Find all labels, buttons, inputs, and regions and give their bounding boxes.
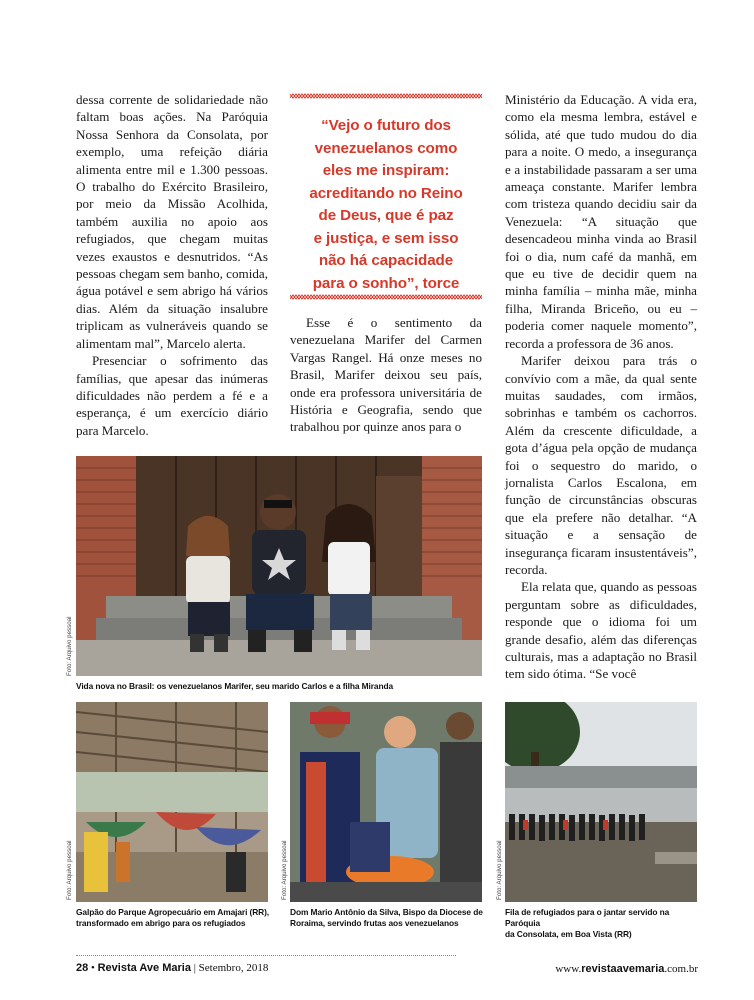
caption-main: Vida nova no Brasil: os venezuelanos Marifer, seu marido Carlos e a filha Miranda <box>76 681 394 691</box>
footer-bullet: • <box>91 962 95 974</box>
photo-credit-middle: Foto: Arquivo pessoal <box>281 840 288 900</box>
column1-paragraph-1: dessa corrente de solidariedade não faltam boas ações. Na Paróquia Nossa Senhora da Consolata, por exemplo, uma refeição diária alimenta entre mil e 1.300 pessoas. O trabalho do Exército Brasileiro, por meio da Missão Acolhida, também auxilia no apoio aos refugiados, que chegam muitas vezes exaustos e desnutridos. “As pessoas chegam sem banho, comida, água potável e sem abrigo há vários dias. Além da situação insalubre triplicam as vulneráveis quando se alimentam mal”, Marcelo alerta. <box>76 92 268 351</box>
caption-left <box>76 907 276 929</box>
url-domain: revistaavemaria <box>581 963 665 975</box>
queue-photo-illustration <box>505 702 697 902</box>
pull-quote-line: de Deus, que é paz <box>318 207 454 224</box>
photo-bishop <box>290 702 482 902</box>
pull-quote-line: para o sonho”, torce <box>312 274 460 292</box>
caption-middle-line: Dom Mario Antônio da Silva, Bispo da Diocese de <box>290 907 483 917</box>
family-photo-illustration <box>76 456 482 676</box>
footer-separator: | <box>193 962 196 974</box>
caption-right-line: da Consolata, em Boa Vista (RR) <box>505 929 632 939</box>
bishop-photo-illustration <box>290 702 482 902</box>
pull-quote-line: venezuelanos como <box>314 139 458 157</box>
photo-credit-right: Foto: Arquivo pessoal <box>496 840 503 900</box>
column2-paragraph-1: Esse é o sentimento da venezuelana Marifer del Carmen Vargas Rangel. Há onze meses no Brasil, Marifer deixou seu país, onde era professora universitária de História e Geografia, sendo que trabalhou por quinze anos para o <box>290 315 482 435</box>
photo-shelter <box>76 702 268 902</box>
page-number: 28 <box>76 962 89 974</box>
caption-left-line: transformado em abrigo para os refugiados <box>76 918 246 928</box>
pull-quote-line: e justiça, e sem isso <box>313 229 459 247</box>
column1-paragraph-2: Presenciar o sofrimento das famílias, que apesar das inúmeras dificuldades não perdem a fé e a esperança, é um exercício diário para Marcelo. <box>76 353 268 438</box>
photo-credit-main: Foto: Arquivo pessoal <box>66 616 73 676</box>
column3-paragraph-2: Marifer deixou para trás o convívio com a mãe, da qual sente muitas saudades, com irmãos, sobrinhas e também os cachorros. Além da crescente dificuldade, a gota d’água pela opção de mudança foi o sequestro do marido, o jornalista Carlos Escalona, em função de circunstâncias obscuras que ela prefere não detalhar. “A situação e a sensação de insegurança ficaram insustentáveis”, recorda. <box>505 353 697 577</box>
article-column-2 <box>290 314 482 436</box>
pull-quote-line: “Vejo o futuro dos <box>321 117 451 134</box>
photo-queue <box>505 702 697 902</box>
pull-quote-text <box>290 115 482 295</box>
article-column-3 <box>505 91 697 683</box>
photo-family <box>76 456 482 676</box>
caption-right <box>505 907 705 940</box>
column3-paragraph-3: Ela relata que, quando as pessoas perguntam sobre as dificuldades, responde que o idioma foi um grande desafio, além das diferenças culturais, mas a adaptação no Brasil tem sido ótima. “Se você <box>505 579 697 682</box>
pull-quote-line: eles me inspiram: <box>322 162 450 179</box>
caption-right-line: Fila de refugiados para o jantar servido na Paróquia <box>505 907 670 928</box>
article-column-1 <box>76 91 268 439</box>
shelter-photo-illustration <box>76 702 268 902</box>
zigzag-border-bottom <box>290 293 482 301</box>
caption-middle <box>290 907 495 929</box>
url-suffix: .com.br <box>664 963 698 975</box>
pull-quote-line: não há capacidade <box>318 252 454 269</box>
url-prefix: www. <box>555 963 582 975</box>
column3-paragraph-1: Ministério da Educação. A vida era, como ela mesma lembra, estável e sólida, até que tudo mudou do dia para a noite. O medo, a insegurança e a instabilidade passaram a ser uma ameaça constante. Marifer lembra com tristeza quando decidiu sair da Venezuela: “A situação que desencadeou minha vinda ao Brasil foi o dia, num café da manhã, em que eu tive de decidir quem na minha família – minha mãe, minha filha, Miranda Briceño, ou eu – poderia comer naquele momento”, recorda a professora de 36 anos. <box>505 92 697 351</box>
pull-quote-line: acreditando no Reino <box>309 184 463 202</box>
footer-divider <box>76 955 456 956</box>
issue-date: Setembro, 2018 <box>198 962 269 974</box>
footer-url <box>555 963 698 975</box>
photo-credit-left: Foto: Arquivo pessoal <box>66 840 73 900</box>
caption-middle-line: Roraima, servindo frutas aos venezuelanos <box>290 918 459 928</box>
zigzag-border-top <box>290 92 482 100</box>
pull-quote <box>290 88 482 303</box>
footer-left <box>76 962 268 974</box>
caption-left-line: Galpão do Parque Agropecuário em Amajari (RR), <box>76 907 270 917</box>
magazine-name: Revista Ave Maria <box>97 962 191 974</box>
